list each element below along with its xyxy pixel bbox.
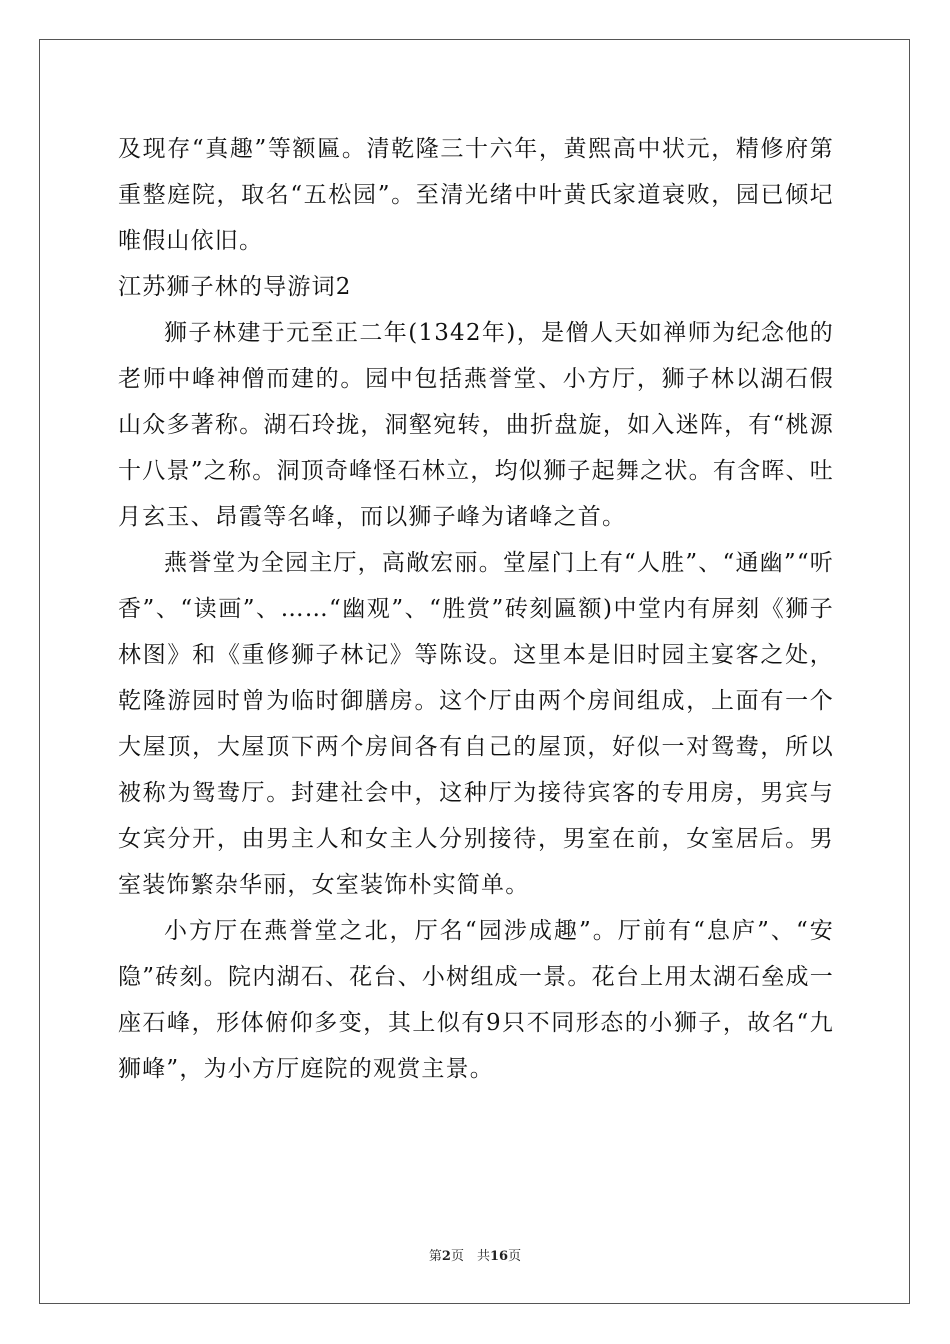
footer-mid: 页 共 (450, 1249, 490, 1264)
document-body (118, 126, 834, 1092)
current-page-number: 2 (441, 1249, 451, 1264)
paragraph-history: 狮子林建于元至正二年(1342年)，是僧人天如禅师为纪念他的老师中峰神僧而建的。园中包括燕誉堂、小方厅，狮子林以湖石假山众多著称。湖石玲拢，洞壑宛转，曲折盘旋，如入迷阵，有“桃源十八景”之称。洞顶奇峰怪石林立，均似狮子起舞之状。有含晖、吐月玄玉、昂霞等名峰，而以狮子峰为诸峰之首。 (118, 320, 834, 530)
paragraph-yanyu-hall: 燕誉堂为全园主厅，高敞宏丽。堂屋门上有“人胜”、“通幽”“听香”、“读画”、……“幽观”、“胜赏”砖刻匾额)中堂内有屏刻《狮子林图》和《重修狮子林记》等陈设。这里本是旧时园主宴客之处，乾隆游园时曾为临时御膳房。这个厅由两个房间组成，上面有一个大屋顶，大屋顶下两个房间各有自己的屋顶，好似一对鸳鸯，所以被称为鸳鸯厅。封建社会中，这种厅为接待宾客的专用房，男宾与女宾分开，由男主人和女主人分别接待，男室在前，女室居后。男室装饰繁杂华丽，女室装饰朴实简单。 (118, 550, 834, 898)
page-footer (0, 1248, 950, 1266)
paragraph-intro: 及现存“真趣”等额匾。清乾隆三十六年，黄熙高中状元，精修府第重整庭院，取名“五松园”。至清光绪中叶黄氏家道衰败，园已倾圮唯假山依旧。 (118, 136, 834, 254)
total-page-count: 16 (489, 1249, 509, 1264)
paragraph-small-hall: 小方厅在燕誉堂之北，厅名“园涉成趣”。厅前有“息庐”、“安隐”砖刻。院内湖石、花台、小树组成一景。花台上用太湖石垒成一座石峰，形体俯仰多变，其上似有9只不同形态的小狮子，故名“九狮峰”，为小方厅庭院的观赏主景。 (118, 918, 834, 1082)
footer-suffix: 页 (508, 1249, 522, 1264)
section-heading: 江苏狮子林的导游词2 (118, 274, 352, 300)
footer-prefix: 第 (428, 1249, 442, 1264)
